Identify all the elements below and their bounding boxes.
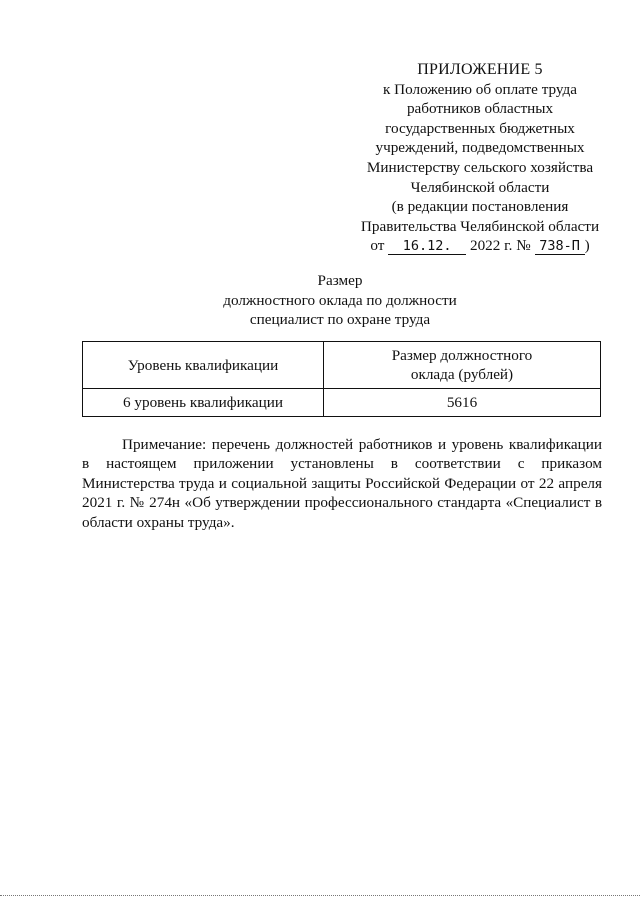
qualification-cell: 6 уровень квалификации	[83, 389, 324, 417]
year-text: 2022 г. №	[469, 237, 531, 255]
annex-line: к Положению об оплате труда	[382, 80, 578, 98]
salary-cell: 5616	[324, 389, 601, 417]
annex-line: Министерству сельского хозяйства	[366, 158, 594, 176]
col-header-qualification: Уровень квалификации	[83, 342, 324, 389]
heading-line: должностного оклада по должности	[223, 291, 457, 309]
resolution-date-line	[345, 236, 615, 256]
heading-line: Размер	[317, 272, 363, 289]
date-prefix: от	[370, 237, 385, 255]
note-paragraph: Примечание: перечень должностей работников и уровень квалификации в настоящем приложении установлены в соответствии с приказом Министерства труда и социальной защиты Российской Федерации от 22 апреля 2021 г. № 274н «Об утверждении профессионального стандарта «Специалист в области охраны труда».	[82, 436, 602, 531]
col-header-salary	[324, 342, 601, 389]
heading-line: специалист по охране труда	[249, 311, 431, 329]
annex-line: (в редакции постановления	[391, 198, 569, 216]
section-heading	[170, 271, 510, 330]
annex-header	[345, 60, 615, 256]
resolution-date: 16.12.	[388, 238, 466, 255]
table-row	[83, 389, 601, 417]
bottom-divider	[0, 895, 640, 896]
annex-line: Правительства Челябинской области	[360, 217, 600, 235]
annex-title: ПРИЛОЖЕНИЕ 5	[417, 61, 543, 78]
resolution-number: 738-П	[535, 238, 585, 255]
table-header-row	[83, 342, 601, 389]
col-header-salary-line: Размер должностного	[391, 347, 533, 364]
annex-line: работников областных	[406, 100, 554, 118]
closing-paren: )	[584, 237, 590, 255]
col-header-salary-line: оклада (рублей)	[410, 366, 514, 383]
annex-line: учреждений, подведомственных	[375, 139, 585, 157]
annex-line: государственных бюджетных	[385, 119, 575, 137]
salary-table	[82, 341, 601, 417]
annex-line: Челябинской области	[410, 178, 550, 196]
